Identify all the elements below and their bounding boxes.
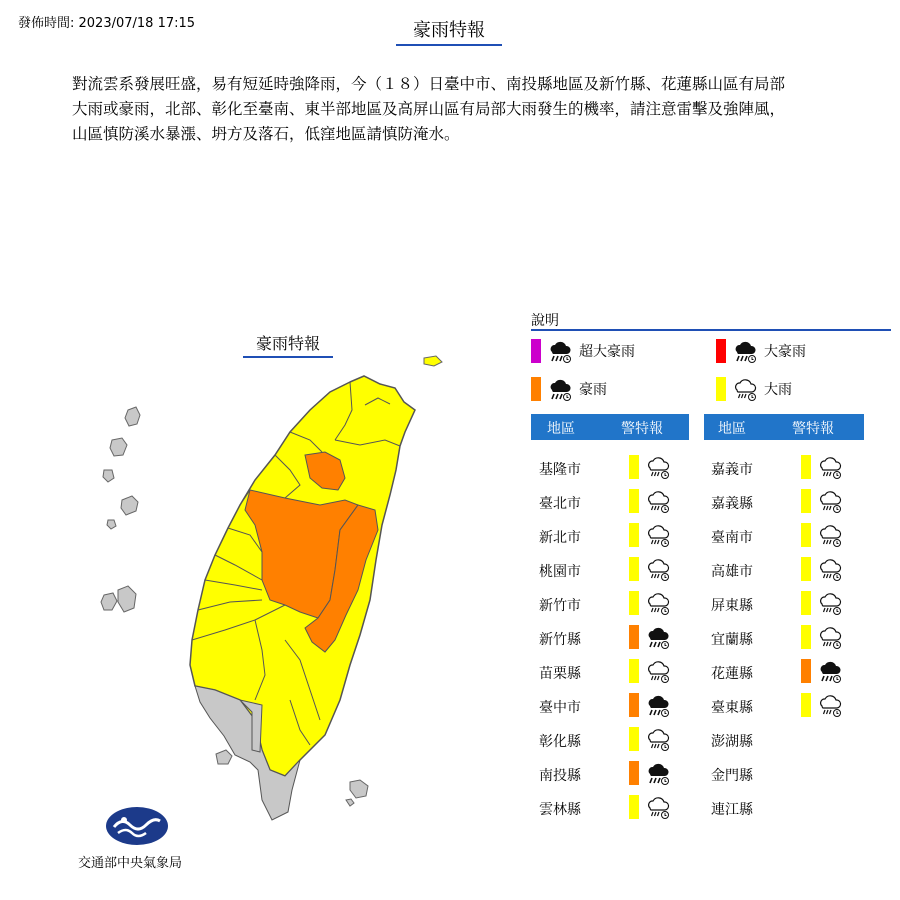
col-warning: 警特報 bbox=[792, 421, 834, 437]
rain-icon bbox=[817, 556, 843, 582]
warning-level-bar bbox=[801, 557, 811, 581]
warning-level-bar bbox=[629, 591, 639, 615]
warning-level-bar bbox=[801, 523, 811, 547]
warning-level-bar bbox=[801, 489, 811, 513]
region-name: 連江縣 bbox=[711, 802, 753, 818]
rain-icon bbox=[645, 454, 671, 480]
region-name: 臺中市 bbox=[539, 700, 581, 716]
region-name: 臺南市 bbox=[711, 530, 753, 546]
region-name: 嘉義縣 bbox=[711, 496, 753, 512]
description-line-2: 大雨或豪雨，北部、彰化至臺南、東半部地區及高屏山區有局部大雨發生的機率，請注意雷擊及強陣風， bbox=[72, 100, 786, 118]
region-name: 基隆市 bbox=[539, 462, 581, 478]
agency-name: 交通部中央氣象局 bbox=[78, 856, 183, 871]
legend-item-heavy: 大雨 bbox=[716, 376, 792, 402]
warning-level-bar bbox=[801, 693, 811, 717]
legend-item-torrential: 豪雨 bbox=[531, 376, 607, 402]
region-name: 彰化縣 bbox=[539, 734, 581, 750]
heavy-rain-icon bbox=[645, 692, 671, 718]
description-line-3: 山區慎防溪水暴漲、坍方及落石，低窪地區請慎防淹水。 bbox=[72, 125, 460, 143]
rain-icon bbox=[645, 726, 671, 752]
legend-swatch bbox=[716, 377, 726, 401]
rain-icon bbox=[817, 522, 843, 548]
region-name: 南投縣 bbox=[539, 768, 581, 784]
warning-level-bar bbox=[629, 455, 639, 479]
warning-level-bar bbox=[801, 625, 811, 649]
warning-level-bar bbox=[629, 557, 639, 581]
warning-level-bar bbox=[801, 659, 811, 683]
heavy-rain-icon bbox=[645, 760, 671, 786]
cwb-logo bbox=[104, 805, 170, 847]
region-name: 澎湖縣 bbox=[711, 734, 753, 750]
region-name: 嘉義市 bbox=[711, 462, 753, 478]
warning-level-bar bbox=[801, 591, 811, 615]
page-title: 豪雨特報 bbox=[396, 16, 502, 46]
heavy-rain-icon bbox=[547, 376, 573, 402]
heavy-rain-icon bbox=[817, 658, 843, 684]
table-header-right bbox=[704, 414, 864, 440]
warning-level-bar bbox=[629, 727, 639, 751]
rain-icon bbox=[817, 624, 843, 650]
rain-icon bbox=[645, 488, 671, 514]
warning-level-bar bbox=[629, 761, 639, 785]
region-name: 新北市 bbox=[539, 530, 581, 546]
rain-icon bbox=[645, 794, 671, 820]
legend-swatch bbox=[531, 339, 541, 363]
legend-title: 說明 bbox=[531, 313, 559, 329]
region-name: 桃園市 bbox=[539, 564, 581, 580]
region-name: 苗栗縣 bbox=[539, 666, 581, 682]
heavy-rain-icon bbox=[547, 338, 573, 364]
region-name: 臺東縣 bbox=[711, 700, 753, 716]
rain-icon bbox=[817, 590, 843, 616]
warning-level-bar bbox=[629, 489, 639, 513]
warning-level-bar bbox=[629, 659, 639, 683]
warning-level-bar bbox=[629, 523, 639, 547]
rain-icon bbox=[645, 556, 671, 582]
rain-icon bbox=[645, 522, 671, 548]
table-header-left bbox=[531, 414, 689, 440]
warning-level-bar bbox=[801, 455, 811, 479]
rain-icon bbox=[817, 692, 843, 718]
region-name: 屏東縣 bbox=[711, 598, 753, 614]
heavy-rain-icon bbox=[645, 624, 671, 650]
map-title: 豪雨特報 bbox=[243, 331, 333, 358]
publish-time: 發佈時間: 2023/07/18 17:15 bbox=[18, 16, 196, 31]
rain-icon bbox=[645, 658, 671, 684]
warning-level-bar bbox=[629, 625, 639, 649]
warning-level-bar bbox=[629, 693, 639, 717]
region-name: 雲林縣 bbox=[539, 802, 581, 818]
legend-swatch bbox=[716, 339, 726, 363]
region-name: 新竹市 bbox=[539, 598, 581, 614]
rain-icon bbox=[645, 590, 671, 616]
legend-item-super-torrential: 超大豪雨 bbox=[531, 338, 635, 364]
region-name: 花蓮縣 bbox=[711, 666, 753, 682]
col-region: 地區 bbox=[718, 421, 746, 437]
col-region: 地區 bbox=[547, 421, 575, 437]
rain-icon bbox=[817, 488, 843, 514]
description-line-1: 對流雲系發展旺盛，易有短延時強降雨，今（１８）日臺中市、南投縣地區及新竹縣、花蓮縣山區有局部 bbox=[72, 75, 786, 93]
region-name: 金門縣 bbox=[711, 768, 753, 784]
region-name: 臺北市 bbox=[539, 496, 581, 512]
rain-icon bbox=[732, 376, 758, 402]
region-name: 新竹縣 bbox=[539, 632, 581, 648]
warning-level-bar bbox=[629, 795, 639, 819]
heavy-rain-icon bbox=[732, 338, 758, 364]
legend-item-extremely-heavy: 大豪雨 bbox=[716, 338, 806, 364]
region-name: 宜蘭縣 bbox=[711, 632, 753, 648]
legend-divider bbox=[531, 329, 891, 331]
legend-swatch bbox=[531, 377, 541, 401]
col-warning: 警特報 bbox=[621, 421, 663, 437]
region-name: 高雄市 bbox=[711, 564, 753, 580]
rain-icon bbox=[817, 454, 843, 480]
